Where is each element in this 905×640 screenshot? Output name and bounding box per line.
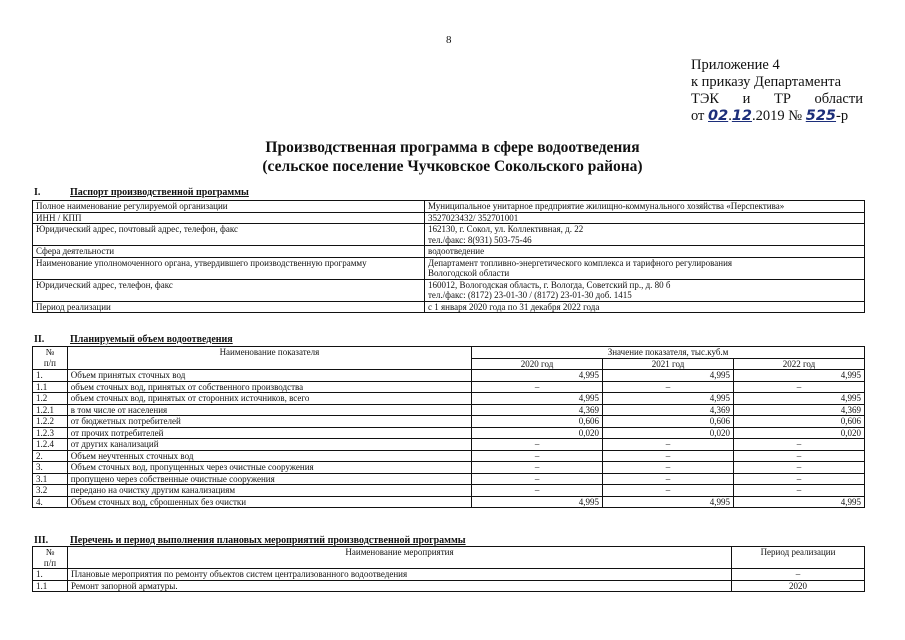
row-number: 1. — [33, 370, 68, 382]
col-header-value-group: Значение показателя, тыс.куб.м — [472, 347, 865, 359]
indicator-name: объем сточных вод, принятых от собственного производства — [67, 381, 471, 393]
value-2020: – — [472, 485, 603, 497]
value-2021: 4,995 — [603, 496, 734, 508]
passport-value: Департамент топливно-энергетического комплекса и тарифного регулирования — [428, 257, 733, 268]
passport-value: 3527023432/ 352701001 — [425, 212, 865, 224]
section-number: II. — [34, 334, 45, 345]
value-2020: 0,020 — [472, 427, 603, 439]
passport-value: Муниципальное унитарное предприятие жилищно-коммунального хозяйства «Перспектива» — [425, 201, 865, 213]
table-row — [33, 496, 865, 508]
row-number: 1.2 — [33, 393, 68, 405]
appendix-line-4: от 02.12.2019 № 525-р — [691, 108, 849, 124]
table-row — [33, 450, 865, 462]
row-number: 1.1 — [33, 381, 68, 393]
value-2021: 4,995 — [603, 370, 734, 382]
value-2022: – — [734, 462, 865, 474]
passport-value: водоотведение — [425, 246, 865, 258]
section-2-heading — [34, 334, 233, 345]
passport-label: Наименование уполномоченного органа, утвердившего производственную программу — [33, 257, 425, 279]
indicator-name: в том числе от населения — [67, 404, 471, 416]
indicator-name: от прочих потребителей — [67, 427, 471, 439]
row-number: 1.2.4 — [33, 439, 68, 451]
table-row — [33, 201, 865, 213]
row-number: 1.2.3 — [33, 427, 68, 439]
passport-label: Юридический адрес, телефон, факс — [33, 279, 425, 301]
value-2020: – — [472, 462, 603, 474]
passport-table — [32, 200, 865, 313]
table-row — [33, 246, 865, 258]
row-number: 3.1 — [33, 473, 68, 485]
volume-table-body — [33, 370, 865, 508]
value-2022: 4,995 — [734, 370, 865, 382]
passport-label: Сфера деятельности — [33, 246, 425, 258]
table-row — [33, 279, 865, 301]
passport-value: Вологодской области — [428, 268, 510, 278]
indicator-name: от бюджетных потребителей — [67, 416, 471, 428]
value-2020: – — [472, 381, 603, 393]
section-title: Планируемый объем водоотведения — [70, 334, 233, 345]
passport-label: ИНН / КПП — [33, 212, 425, 224]
value-2020: – — [472, 473, 603, 485]
passport-value: тел./факс: 8(931) 503-75-46 — [428, 234, 532, 245]
value-2022: 4,995 — [734, 393, 865, 405]
document-title — [0, 138, 905, 176]
col-header-year: 2020 год — [472, 358, 603, 370]
col-header-name: Наименование показателя — [67, 347, 471, 370]
table-row — [33, 404, 865, 416]
passport-label: Период реализации — [33, 301, 425, 313]
passport-value: тел./факс: (8172) 23-01-30 / (8172) 23-01-30 доб. 1415 — [428, 290, 632, 300]
row-number: 4. — [33, 496, 68, 508]
value-2020: – — [472, 450, 603, 462]
value-2020: 0,606 — [472, 416, 603, 428]
value-2021: 4,995 — [603, 393, 734, 405]
value-2020: 4,369 — [472, 404, 603, 416]
value-2022: 0,606 — [734, 416, 865, 428]
table-row — [33, 485, 865, 497]
value-2021: – — [603, 439, 734, 451]
value-2021: – — [603, 381, 734, 393]
row-number: 1. — [33, 569, 68, 581]
section-title: Перечень и период выполнения плановых мероприятий производственной программы — [70, 535, 466, 546]
measure-name: Плановые мероприятия по ремонту объектов систем централизованного водоотведения — [68, 569, 732, 581]
passport-value: 160012, Вологодская область, г. Вологда, Советский пр., д. 80 б — [428, 279, 671, 290]
col-header-number — [33, 547, 68, 569]
value-2021: 0,606 — [603, 416, 734, 428]
value-2020: – — [472, 439, 603, 451]
appendix-line-1: Приложение 4 — [691, 57, 780, 73]
title-line-2: (сельское поселение Чучковское Сокольского района) — [262, 158, 643, 175]
value-2020: 4,995 — [472, 393, 603, 405]
section-1-heading — [34, 187, 249, 198]
section-number: III. — [34, 535, 49, 546]
passport-label: Полное наименование регулируемой организации — [33, 201, 425, 213]
table-row — [33, 370, 865, 382]
indicator-name: Объем принятых сточных вод — [67, 370, 471, 382]
section-title: Паспорт производственной программы — [70, 187, 249, 198]
indicator-name: Объем сточных вод, сброшенных без очистки — [67, 496, 471, 508]
measures-table — [32, 546, 865, 592]
row-number: 1.2.1 — [33, 404, 68, 416]
table-row — [33, 301, 865, 313]
measure-name: Ремонт запорной арматуры. — [68, 580, 732, 592]
order-year: .2019 № — [752, 108, 803, 124]
table-header-row — [33, 547, 865, 569]
appendix-line-3 — [691, 91, 863, 108]
section-3-heading — [34, 535, 466, 546]
appendix-line-2: к приказу Департамента — [691, 74, 842, 90]
row-number: 2. — [33, 450, 68, 462]
table-row — [33, 212, 865, 224]
value-2022: – — [734, 439, 865, 451]
passport-value: 162130, г. Сокол, ул. Коллективная, д. 22 — [428, 224, 584, 234]
table-row — [33, 569, 865, 581]
title-line-1: Производственная программа в сфере водоотведения — [265, 139, 640, 156]
value-2022: – — [734, 450, 865, 462]
value-2020: 4,995 — [472, 370, 603, 382]
col-header-year: 2022 год — [734, 358, 865, 370]
order-month: 12 — [731, 108, 753, 124]
value-2021: 4,369 — [603, 404, 734, 416]
value-2021: – — [603, 485, 734, 497]
value-2022: – — [734, 381, 865, 393]
passport-value-cell — [425, 257, 865, 279]
table-row — [33, 473, 865, 485]
order-day: 02 — [708, 108, 729, 124]
order-suffix: -р — [836, 108, 849, 124]
value-2021: – — [603, 462, 734, 474]
table-row — [33, 580, 865, 592]
value-2022: 4,995 — [734, 496, 865, 508]
appendix-word: и — [742, 91, 751, 107]
section-number: I. — [34, 187, 41, 198]
measure-period: – — [732, 569, 865, 581]
appendix-header — [691, 57, 863, 125]
col-header-number — [33, 347, 68, 370]
header-text: № — [45, 547, 55, 557]
order-number: 525 — [805, 108, 837, 124]
measure-period: 2020 — [732, 580, 865, 592]
appendix-word: ТР — [774, 91, 791, 107]
indicator-name: Объем неучтенных сточных вод — [67, 450, 471, 462]
value-2022: – — [734, 485, 865, 497]
value-2021: – — [603, 473, 734, 485]
table-row — [33, 381, 865, 393]
table-row — [33, 462, 865, 474]
table-row — [33, 224, 865, 246]
table-row — [33, 427, 865, 439]
col-header-year: 2021 год — [603, 358, 734, 370]
indicator-name: объем сточных вод, принятых от сторонних источников, всего — [67, 393, 471, 405]
page-number: 8 — [446, 34, 452, 46]
table-row — [33, 416, 865, 428]
passport-value: с 1 января 2020 года по 31 декабря 2022 года — [425, 301, 865, 313]
value-2022: 4,369 — [734, 404, 865, 416]
value-2021: – — [603, 450, 734, 462]
value-2022: 0,020 — [734, 427, 865, 439]
indicator-name: от других канализаций — [67, 439, 471, 451]
col-header-measure-name: Наименование мероприятия — [68, 547, 732, 569]
indicator-name: передано на очистку другим канализациям — [67, 485, 471, 497]
value-2022: – — [734, 473, 865, 485]
table-row — [33, 257, 865, 279]
header-text: п/п — [43, 357, 56, 368]
appendix-word: ТЭК — [691, 91, 720, 107]
table-row — [33, 393, 865, 405]
appendix-word: области — [814, 91, 863, 107]
value-2021: 0,020 — [603, 427, 734, 439]
table-header-row — [33, 347, 865, 359]
row-number: 1.1 — [33, 580, 68, 592]
indicator-name: пропущено через собственные очистные сооружения — [67, 473, 471, 485]
passport-label: Юридический адрес, почтовый адрес, телефон, факс — [33, 224, 425, 246]
row-number: 1.2.2 — [33, 416, 68, 428]
row-number: 3.2 — [33, 485, 68, 497]
order-date-prefix: от — [691, 108, 705, 124]
header-text: п/п — [43, 557, 57, 568]
col-header-period: Период реализации — [732, 547, 865, 569]
table-row — [33, 439, 865, 451]
passport-value-cell — [425, 224, 865, 246]
indicator-name: Объем сточных вод, пропущенных через очистные сооружения — [67, 462, 471, 474]
row-number: 3. — [33, 462, 68, 474]
volume-table — [32, 346, 865, 508]
header-text: № — [45, 347, 55, 357]
passport-value-cell — [425, 279, 865, 301]
value-2020: 4,995 — [472, 496, 603, 508]
